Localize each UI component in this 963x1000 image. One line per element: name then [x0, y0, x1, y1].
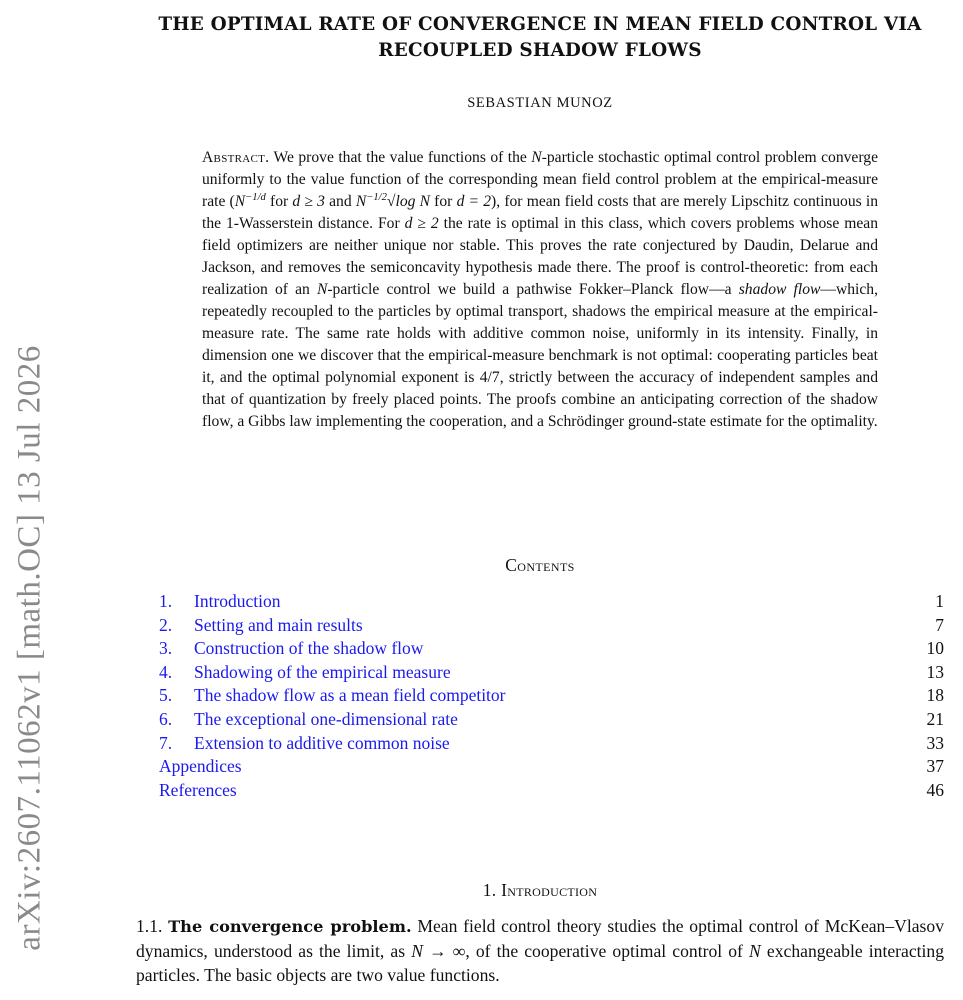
- abstract: [202, 147, 878, 433]
- abstract-text-5: for: [430, 193, 457, 210]
- toc-number[interactable]: 1.: [159, 591, 173, 611]
- toc-link[interactable]: The exceptional one-dimensional rate: [194, 708, 458, 729]
- toc-page-number: 13: [926, 661, 944, 682]
- body-paragraph: [136, 914, 944, 987]
- body-text-2: , of the cooperative optimal control of: [465, 941, 750, 961]
- math-limit: N → ∞: [411, 941, 466, 961]
- toc-link[interactable]: Introduction: [194, 591, 281, 611]
- toc-page-number: 10: [926, 638, 944, 659]
- body-text-3: exchangeable interacting particles. The basic objects are two value functions.: [136, 941, 944, 985]
- math-rate-d2: $N^{-1/2}√\log$ N: [355, 191, 430, 210]
- section-heading: [135, 880, 945, 901]
- abstract-text-4: and: [324, 193, 356, 210]
- math-N: N: [531, 149, 542, 166]
- toc-link[interactable]: Appendices: [159, 756, 242, 777]
- toc-link[interactable]: Setting and main results: [194, 614, 363, 635]
- author-name: SEBASTIAN MUNOZ: [467, 95, 613, 111]
- abstract-text-8: -particle control we build a pathwise Fokker–Planck flow—a: [327, 281, 739, 298]
- shadow-flow-term: shadow flow: [738, 281, 821, 298]
- toc-number[interactable]: 2.: [159, 614, 173, 635]
- toc-number[interactable]: 4.: [159, 661, 173, 682]
- math-N-body: N: [749, 941, 761, 961]
- toc-entry-competitor[interactable]: [159, 684, 944, 708]
- toc-entry-common-noise[interactable]: [159, 732, 944, 756]
- math-cond-d-ge2: d ≥ 2: [404, 215, 439, 232]
- toc-link[interactable]: The shadow flow as a mean field competitor: [194, 685, 506, 706]
- toc-number[interactable]: 3.: [159, 638, 173, 659]
- subsection-number: 1.1.: [136, 916, 163, 936]
- toc-entry-shadowing[interactable]: [159, 661, 944, 685]
- toc-link[interactable]: Construction of the shadow flow: [194, 638, 424, 659]
- toc-number[interactable]: 6.: [159, 708, 173, 729]
- toc-link[interactable]: Shadowing of the empirical measure: [194, 661, 451, 682]
- toc-entry-construction[interactable]: [159, 637, 944, 661]
- toc-number[interactable]: 7.: [159, 732, 173, 753]
- table-of-contents: [159, 590, 944, 802]
- contents-heading: Contents: [505, 555, 575, 575]
- toc-page-number: 1: [935, 591, 944, 611]
- body-text-1: Mean field control theory studies the optimal control of McKean–Vlasov dynamics, understood as the limit, as: [136, 916, 944, 961]
- toc-page-number: 46: [926, 779, 944, 800]
- toc-page-number: 33: [926, 732, 944, 753]
- abstract-text-3: for: [265, 193, 293, 210]
- arxiv-identifier-text: arXiv:2607.11062v1 [math.OC] 13 Jul 2026: [11, 345, 48, 951]
- toc-number[interactable]: 5.: [159, 685, 173, 706]
- toc-page-number: 21: [926, 708, 944, 729]
- toc-entry-one-dimensional[interactable]: [159, 708, 944, 732]
- toc-entry-references[interactable]: [159, 779, 944, 803]
- toc-entry-setting[interactable]: [159, 614, 944, 638]
- toc-page-number: 37: [926, 756, 944, 777]
- subsection-title: The convergence problem.: [168, 917, 412, 936]
- section-title: Introduction: [501, 880, 598, 900]
- math-N-2: N: [316, 281, 328, 298]
- math-cond-d2: d = 2: [456, 193, 492, 210]
- toc-entry-appendices[interactable]: [159, 755, 944, 779]
- toc-link[interactable]: Extension to additive common noise: [194, 732, 450, 753]
- arxiv-identifier: [0, 0, 60, 1000]
- abstract-text-2: -particle stochastic optimal control problem converge uniformly to the value function of the corresponding mean field control problem at the empirical-measure rate (: [202, 149, 878, 210]
- abstract-label: Abstract.: [202, 149, 270, 166]
- toc-link[interactable]: References: [159, 779, 237, 800]
- paper-title: THE OPTIMAL RATE OF CONVERGENCE IN MEAN FIELD CONTROL VIA RECOUPLED SHADOW FLOWS: [158, 14, 922, 61]
- toc-entry-introduction[interactable]: [159, 590, 944, 614]
- toc-page-number: 18: [926, 685, 944, 706]
- abstract-text-1: We prove that the value functions of the: [273, 149, 532, 166]
- math-rate-d3: $N^{-1/d}$: [234, 191, 266, 210]
- section-number: 1.: [482, 880, 497, 900]
- math-cond-d3: d ≥ 3: [292, 193, 325, 210]
- toc-page-number: 7: [935, 614, 944, 635]
- abstract-text-6: ), for mean field costs that are merely Lipschitz continuous in the 1-Wasserstein distance. For: [202, 193, 878, 232]
- abstract-text-9: —which, repeatedly recoupled to the particles by optimal transport, shadows the empirical measure at the empirical-measure rate. The same rate holds with additive common noise, uniformly in its intensity. Finally, in dimension one we discover that the empirical-measure benchmark is not optimal: cooperating particles beat it, and the optimal polynomial exponent is 4/7, strictly between the accuracy of independent samples and that of quantization by freely placed points. The proofs combine an anticipating correction of the shadow flow, a Gibbs law implementing the cooperation, and a Schrödinger ground-state estimate for the optimality.: [202, 281, 879, 430]
- abstract-text-7: the rate is optimal in this class, which covers problems whose mean field optimizers are neither unique nor stable. This proves the rate conjectured by Daudin, Delarue and Jackson, and removes the semiconcavity hypothesis made there. The proof is control-theoretic: from each realization of an: [202, 215, 878, 298]
